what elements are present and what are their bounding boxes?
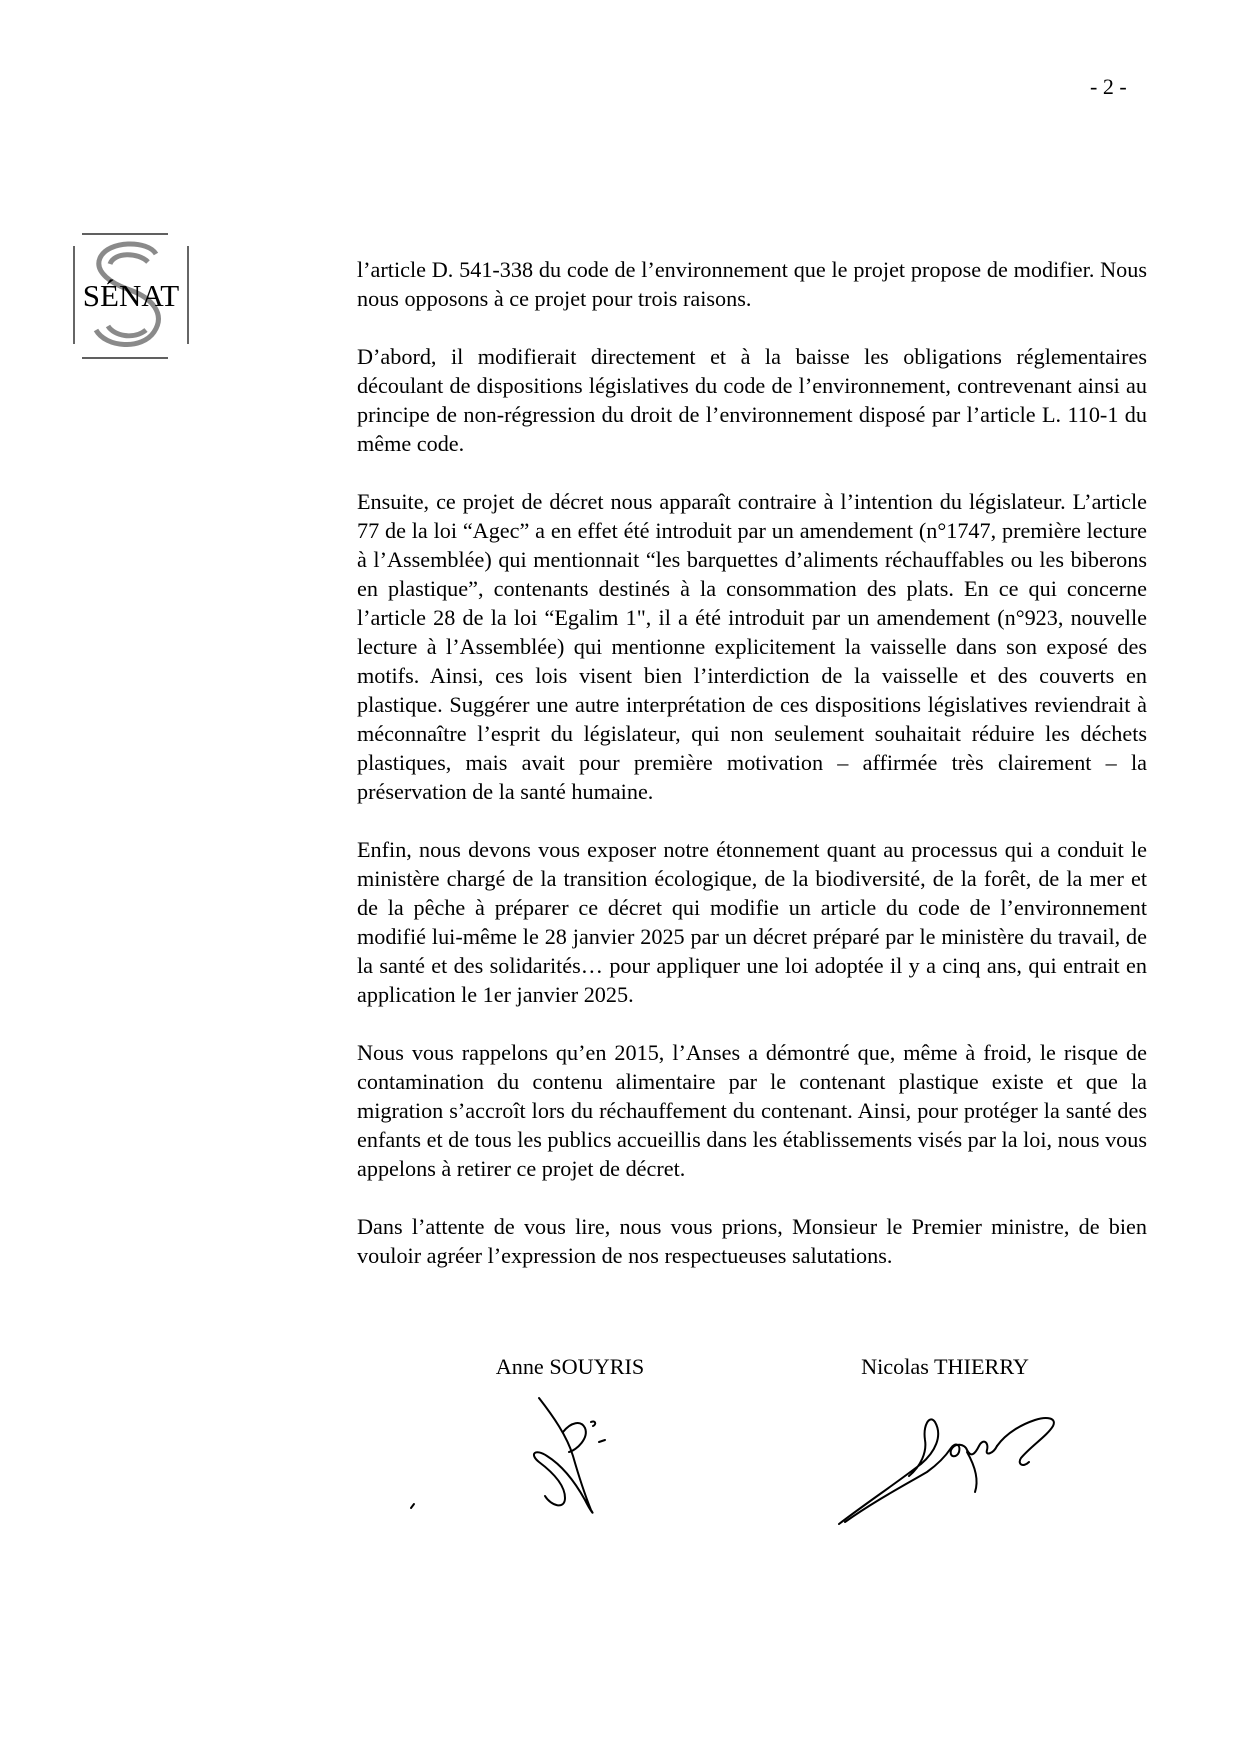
paragraph: Nous vous rappelons qu’en 2015, l’Anses a démontré que, même à froid, le risque de contamination du contenu alimentaire par le contenant plastique existe et que la migration s’accroît lors du réchauffement du contenant. Ainsi, pour protéger la santé des enfants et de tous les publics accueillis dans les établissements visés par la loi, nous vous appelons à retirer ce projet de décret. [357, 1040, 1147, 1181]
senat-logo [68, 232, 194, 360]
handwritten-signature [405, 1392, 635, 1522]
handwritten-signature [825, 1396, 1075, 1536]
paragraph: Enfin, nous devons vous exposer notre étonnement quant au processus qui a conduit le ministère chargé de la transition écologique, de la biodiversité, de la forêt, de la mer et de la pêche à préparer ce décret qui modifie un article du code de l’environnement modifié lui-même le 28 janvier 2025 par un décret préparé par le ministère du travail, de la santé et des solidarités… pour appliquer une loi adoptée il y a cinq ans, qui entrait en application le 1er janvier 2025. [357, 837, 1147, 1007]
signatory-name: Anne SOUYRIS [495, 1354, 645, 1379]
svg-text:SÉNAT: SÉNAT [82, 278, 180, 313]
paragraph: Ensuite, ce projet de décret nous apparaît contraire à l’intention du législateur. L’article 77 de la loi “Agec” a en effet été introduit par un amendement (n°1747, première lecture à l’Assemblée) qui mentionnait “les barquettes d’aliments réchauffables ou les biberons en plastique”, contenants destinés à la consommation des plats. En ce qui concerne l’article 28 de la loi “Egalim 1", il a été introduit par un amendement (n°923, nouvelle lecture à l’Assemblée) qui mentionne explicitement la vaisselle dans son exposé des motifs. Ainsi, ces lois visent bien l’interdiction de la vaisselle et des couverts en plastique. Suggérer une autre interprétation de ces dispositions législatives reviendrait à méconnaître l’esprit du législateur, qui non seulement souhaitait réduire les déchets plastiques, mais avait pour première motivation – affirmée très clairement – la préservation de la santé humaine. [357, 489, 1147, 804]
page-number: - 2 - [1090, 74, 1127, 99]
paragraph: D’abord, il modifierait directement et à la baisse les obligations réglementaires découlant de dispositions législatives du code de l’environnement, contrevenant ainsi au principe de non-régression du droit de l’environnement disposé par l’article L. 110-1 du même code. [357, 344, 1147, 456]
signatory-name: Nicolas THIERRY [861, 1354, 1029, 1379]
paragraph: l’article D. 541-338 du code de l’environnement que le projet propose de modifier. Nous nous opposons à ce projet pour trois raisons. [357, 257, 1147, 311]
letter-body [357, 255, 1147, 1299]
paragraph: Dans l’attente de vous lire, nous vous prions, Monsieur le Premier ministre, de bien vouloir agréer l’expression de nos respectueuses salutations. [357, 1214, 1147, 1268]
